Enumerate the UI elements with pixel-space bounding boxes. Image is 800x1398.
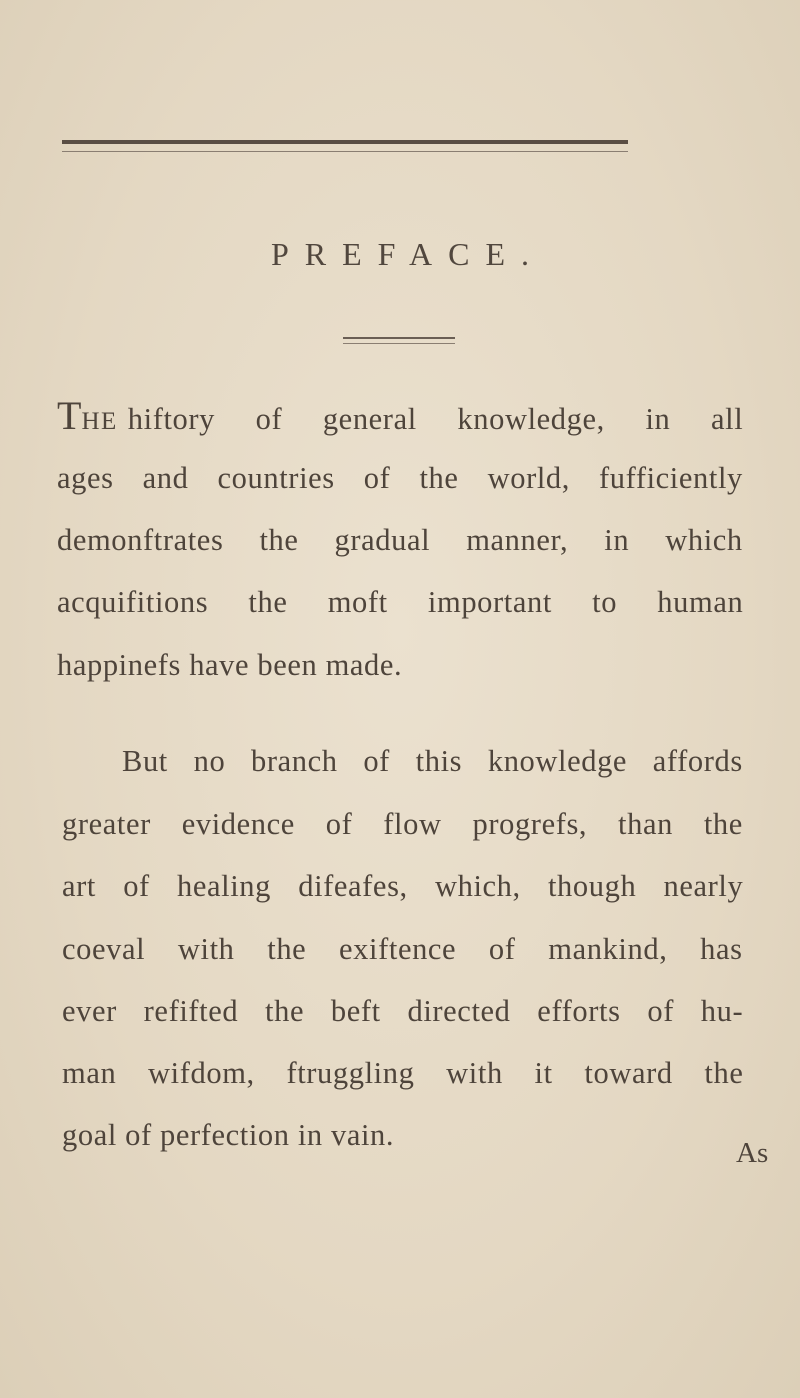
paragraph-1-line-2: ages and countries of the world, fufficiently — [57, 461, 743, 495]
paragraph-2-line-3: art of healing difeafes, which, though nearly — [62, 869, 744, 903]
top-rule-thin — [62, 151, 628, 152]
line-text: hiftory of general knowledge, in all — [127, 402, 744, 436]
title-rule-thin — [343, 343, 455, 344]
paragraph-1-line-5: happinefs have been made. — [57, 648, 403, 682]
paragraph-1-line-1 — [57, 393, 744, 438]
small-caps-word: HE — [81, 408, 118, 435]
paragraph-2-line-5: ever refifted the beft directed efforts of hu- — [62, 994, 744, 1028]
paragraph-2-line-4: coeval with the exiftence of mankind, has — [62, 932, 743, 966]
catchword: As — [736, 1137, 769, 1169]
paragraph-2-line-2: greater evidence of flow progrefs, than the — [62, 807, 743, 841]
title-rule — [343, 337, 455, 339]
paragraph-1-line-3: demonftrates the gradual manner, in which — [57, 523, 743, 557]
paragraph-2-line-1: But no branch of this knowledge affords — [122, 744, 743, 778]
drop-cap: T — [57, 393, 82, 438]
paragraph-2-line-6: man wifdom, ftruggling with it toward the — [62, 1056, 744, 1090]
paragraph-1-line-4: acquifitions the moft important to human — [57, 585, 744, 619]
paragraph-2-line-7: goal of perfection in vain. — [62, 1118, 395, 1152]
top-rule — [62, 140, 628, 144]
page-title: PREFACE. — [270, 236, 546, 272]
